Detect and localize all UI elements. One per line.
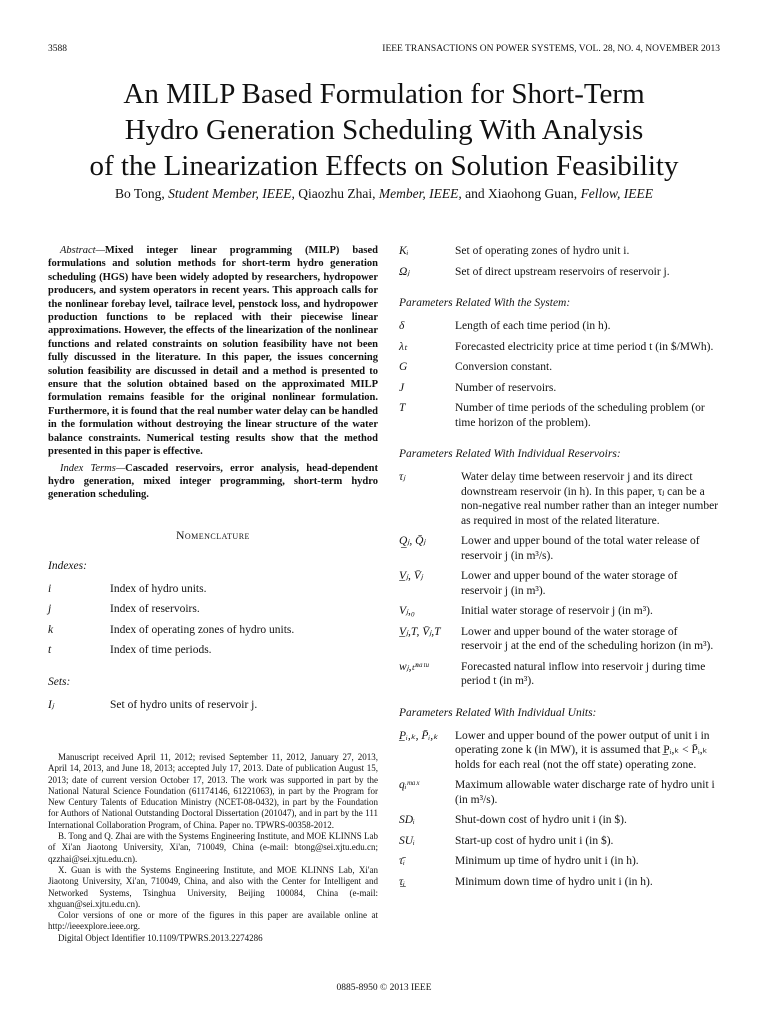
definition-symbol: P̲ᵢ,ₖ, P̄ᵢ,ₖ (399, 729, 438, 742)
definition-row (48, 582, 378, 597)
indexes-label: Indexes: (48, 559, 87, 572)
definition-symbol: qᵢᵐᵃˣ (399, 779, 420, 791)
footnote-color: Color versions of one or more of the figures in this paper are available online at http://ieeexplore.ieee.org. (48, 910, 378, 932)
footnote-affiliation-2: X. Guan is with the Systems Engineering Institute, and MOE KLINNS Lab, Xi'an Jiaotong University, Xi'an, 710049, China, and also with the Center for Intelligent and Networked Systems, Tsinghua University, Beijing 100084, China (e-mail: xhguan@sei.xjtu.edu.cn). (48, 864, 378, 909)
definition-text: Shut-down cost of hydro unit i (in $). (455, 814, 627, 826)
definition-text: Forecasted electricity price at time period t (in $/MWh). (455, 340, 714, 353)
definition-text: Index of time periods. (110, 644, 212, 657)
definition-row (399, 244, 721, 259)
author-1-name: Bo Tong, (114, 186, 165, 201)
indexes-list (48, 582, 378, 658)
definition-row (399, 381, 721, 396)
author-1-role: Student Member, IEEE, (168, 186, 295, 201)
definition-symbol: T (399, 402, 406, 414)
definition-row (399, 470, 721, 528)
definition-row (399, 265, 721, 280)
definition-symbol: Iⱼ (48, 698, 54, 711)
definition-symbol: wⱼ,ₜⁿᵃᵗᵘ (399, 660, 429, 673)
definition-symbol: V̲ⱼ,T, V̄ⱼ,T (399, 625, 441, 638)
definition-row (48, 602, 378, 617)
definition-text: Number of reservoirs. (455, 381, 557, 394)
definition-text: Index of operating zones of hydro units. (110, 623, 295, 636)
author-3-name: and Xiaohong Guan, (465, 186, 578, 201)
definition-symbol: i (48, 582, 52, 595)
definition-row (399, 729, 721, 773)
footnote-received: Manuscript received April 11, 2012; revised September 11, 2012, January 27, 2013, April 14, 2013, and June 18, 2013; accepted July 17, 2013. Date of publication August 15, 2013; date of current version October 17, 2013. The work was supported in part by the National Natural Science Foundation (61174146, 61221063), in part by the Program for New Century Talents of Education Ministry (NCET-08-0432), in part by the Foundation for Authors of National Outstanding Doctoral Dissertation (201047), and in part by the 111 International Collaboration Program, of China. Paper no. TPWRS-00358-2012. (48, 752, 378, 830)
definition-row (399, 813, 721, 828)
definition-row (399, 534, 721, 563)
definition-text: Index of hydro units. (110, 582, 207, 595)
definition-text: Set of hydro units of reservoir j. (110, 698, 258, 711)
system-params-label: Parameters Related With the System: (399, 297, 571, 309)
definition-text: Maximum allowable water discharge rate of hydro unit i (in m³/s). (455, 779, 715, 806)
footnote (48, 752, 378, 944)
definition-row (399, 854, 721, 869)
definition-row (399, 319, 721, 334)
definition-text: Initial water storage of reservoir j (in m³). (461, 605, 653, 617)
definition-text: Minimum down time of hydro unit i (in h). (455, 875, 653, 888)
definition-symbol: j (48, 603, 52, 616)
definition-symbol: λₜ (399, 340, 408, 353)
definition-symbol: t (48, 644, 52, 657)
definition-symbol: SUᵢ (399, 834, 415, 847)
definition-symbol: V̲ⱼ, V̄ⱼ (399, 570, 423, 582)
definition-symbol: Q̲ⱼ, Q̄ⱼ (399, 535, 426, 547)
abstract (48, 244, 378, 459)
definition-row (399, 401, 721, 430)
left-column (48, 244, 378, 718)
definition-text: Lower and upper bound of the total water release of reservoir j (in m³/s). (461, 535, 700, 562)
reservoir-params-label: Parameters Related With Individual Reservoirs: (399, 448, 621, 460)
definition-symbol: Kᵢ (399, 245, 409, 257)
definition-symbol: SDᵢ (399, 814, 415, 826)
paper-title (40, 76, 728, 184)
definition-row (399, 834, 721, 849)
definition-symbol: Vⱼ,₀ (399, 605, 415, 617)
definition-text: Index of reservoirs. (110, 603, 200, 616)
definition-symbol: J (399, 381, 405, 394)
index-terms-lead: Index Terms— (60, 462, 126, 474)
definition-text: Set of operating zones of hydro unit i. (455, 245, 630, 257)
definition-row (399, 625, 721, 654)
abstract-lead: Abstract— (60, 245, 105, 256)
definition-row (399, 360, 721, 375)
definition-text: Forecasted natural inflow into reservoir j during time period t (in m³). (461, 660, 706, 687)
definition-symbol: k (48, 623, 54, 636)
definition-row (399, 660, 721, 689)
definition-text: Lower and upper bound of the water storage of reservoir j (in m³). (461, 570, 678, 597)
right-column (399, 244, 721, 895)
index-terms (48, 462, 378, 502)
definition-row (399, 340, 721, 355)
journal-header: IEEE TRANSACTIONS ON POWER SYSTEMS, VOL. 28, NO. 4, NOVEMBER 2013 (382, 44, 720, 54)
definition-symbol: δ (399, 320, 405, 332)
abstract-body: Mixed integer linear programming (MILP) based formulations and solution methods for short-term hydro generation scheduling (HGS) have been widely adopted by researchers, hydropower producers, and system operators in recent years. This approach calls for the nonlinear forebay level, tailrace level, penstock loss, and hydropower production functions to be replaced with their piecewise linear approximations. However, the effects of the linearization of the nonlinear functions and related constraints on solution feasibility have not been fully discussed in the literature. In this paper, the issues concerning solution feasibility are discussed in detail and a method is presented to ensure that the solution obtained based on the approximated MILP formulation remains feasible for the original nonlinear formulation. Furthermore, it is found that the real number water delay can be handled in the formulation without destroying the linear structure of the water balance constraints. Numerical testing results show that the method presented in this paper is effective. (48, 245, 378, 458)
definition-row (399, 778, 721, 807)
definition-symbol: Ωⱼ (399, 265, 410, 278)
definition-symbol: G (399, 361, 408, 373)
author-line (40, 186, 728, 202)
definition-row (48, 623, 378, 638)
definition-row (48, 698, 378, 713)
definition-symbol: τ̄ᵢ (399, 855, 405, 867)
definition-row (399, 569, 721, 598)
author-3-role: Fellow, IEEE (580, 186, 654, 201)
title-line-2: Hydro Generation Scheduling With Analysis (124, 114, 644, 146)
index-terms-body: Cascaded reservoirs, error analysis, head-dependent hydro generation, mixed integer programming, short-term hydro generation scheduling. (48, 462, 378, 501)
author-2-name: Qiaozhu Zhai, (298, 186, 376, 201)
page-number: 3588 (48, 44, 67, 54)
definition-text: Water delay time between reservoir j and its direct downstream reservoir (in h). In this paper, τⱼ can be a non-negative real number rather than an integer number as required in most of the related literature. (461, 471, 719, 527)
title-line-1: An MILP Based Formulation for Short-Term (123, 78, 645, 110)
definition-text: Number of time periods of the scheduling problem (or time horizon of the problem). (455, 402, 705, 429)
copyright-footer: 0885-8950 © 2013 IEEE (336, 983, 432, 993)
definition-text: Start-up cost of hydro unit i (in $). (455, 834, 614, 847)
unit-params-label: Parameters Related With Individual Units: (399, 706, 597, 719)
definition-text: Minimum up time of hydro unit i (in h). (455, 855, 639, 867)
definition-row (399, 875, 721, 890)
footnote-doi: Digital Object Identifier 10.1109/TPWRS.2013.2274286 (58, 932, 263, 943)
definition-text: Conversion constant. (455, 361, 553, 373)
nomenclature-heading: Nomenclature (176, 529, 250, 542)
definition-text: Lower and upper bound of the water storage of reservoir j at the end of the scheduling horizon (in m³). (461, 625, 714, 652)
definition-text: Length of each time period (in h). (455, 320, 611, 332)
footnote-affiliation-1: B. Tong and Q. Zhai are with the Systems Engineering Institute, and MOE KLINNS Lab of Xi'an Jiaotong University, Xi'an, 710049, China (e-mail: btong@sei.xjtu.edu.cn; qzzhai@sei.xjtu.edu.cn). (48, 831, 378, 864)
definition-text: Lower and upper bound of the power output of unit i in operating zone k (in MW), it is assumed that P̲ᵢ,ₖ < P̄ᵢ,ₖ holds for each real (not the off state) operating zone. (455, 729, 710, 771)
title-line-3: of the Linearization Effects on Solution Feasibility (89, 150, 679, 182)
definition-symbol: τ̲ᵢ (399, 875, 405, 888)
sets-label: Sets: (48, 675, 71, 688)
definition-symbol: τⱼ (399, 471, 406, 483)
definition-text: Set of direct upstream reservoirs of reservoir j. (455, 265, 670, 278)
definition-row (399, 604, 721, 619)
definition-row (48, 643, 378, 658)
author-2-role: Member, IEEE, (378, 186, 462, 201)
